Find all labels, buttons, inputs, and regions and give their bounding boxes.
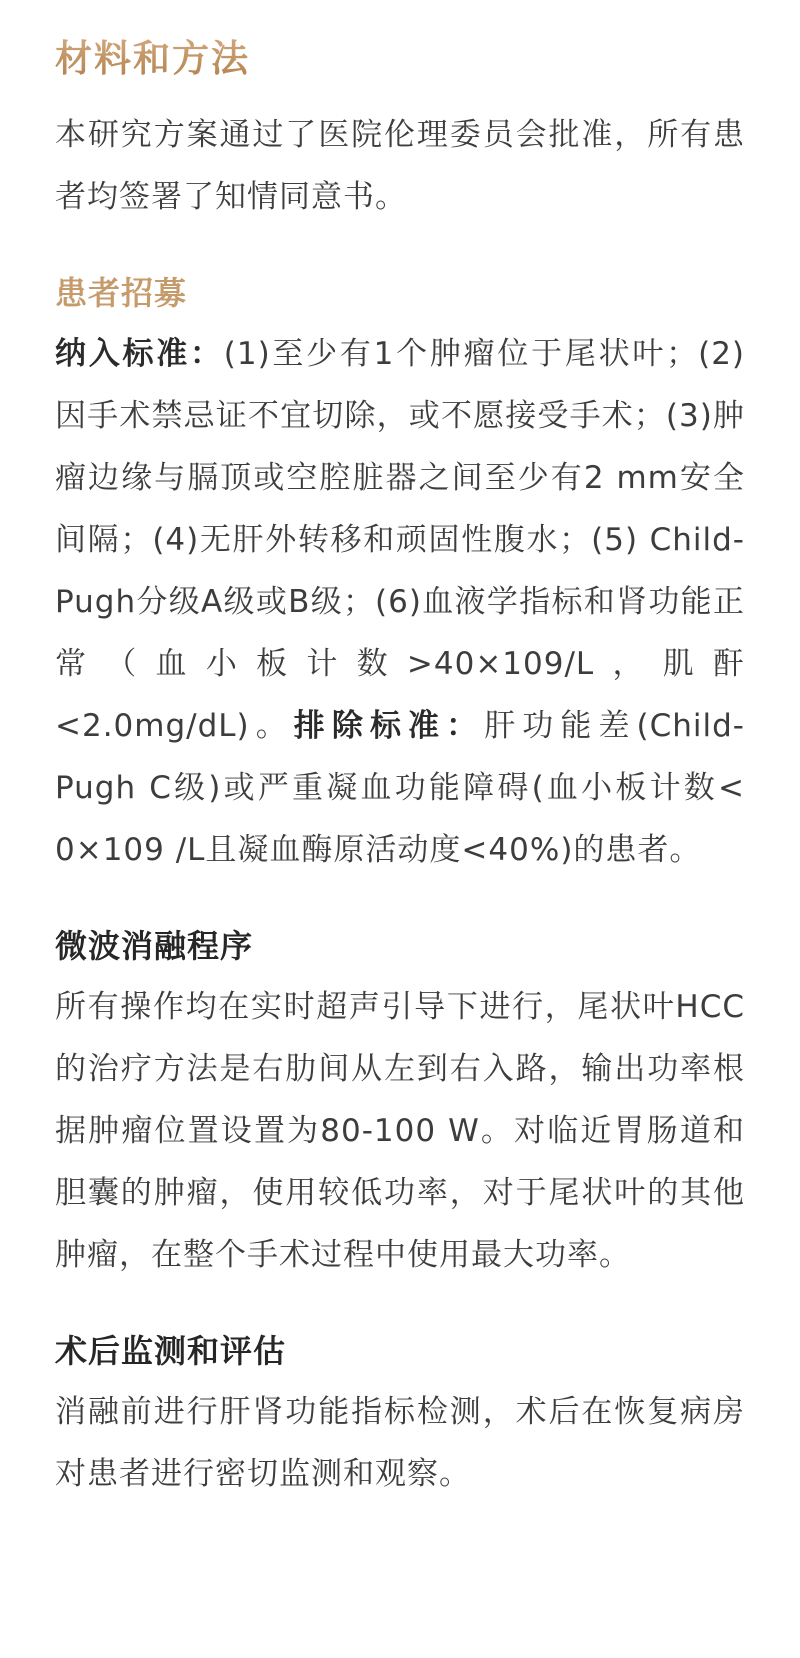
exclusion-criteria-text: 肝功能差(Child-Pugh C级)或严重凝血功能障碍(血小板计数< 0×109 /L且凝血酶原活动度<40%)的患者。 — [55, 708, 745, 868]
inclusion-criteria-label: 纳入标准： — [55, 336, 224, 372]
section-heading-postop-monitoring: 术后监测和评估 — [55, 1332, 287, 1370]
criteria-paragraph — [55, 323, 745, 881]
section-heading-recruitment: 患者招募 — [55, 274, 188, 312]
inclusion-criteria-text: (1)至少有1个肿瘤位于尾状叶；(2)因手术禁忌证不宜切除，或不愿接受手术；(3)肿瘤边缘与膈顶或空腔脏器之间至少有2 mm安全间隔；(4)无肝外转移和顽固性腹水；(5) Child-Pugh分级A级或B级；(6)血液学指标和肾功能正常（血小板计数>40×109/L，肌酐<2.0mg/dL)。 — [55, 336, 746, 744]
ablation-procedure-paragraph: 所有操作均在实时超声引导下进行，尾状叶HCC的治疗方法是右肋间从左到右入路，输出功率根据肿瘤位置设置为80-100 W。对临近胃肠道和胆囊的肿瘤，使用较低功率，对于尾状叶的其他肿瘤，在整个手术过程中使用最大功率。 — [55, 989, 745, 1273]
section-heading-ablation-procedure: 微波消融程序 — [55, 927, 254, 965]
page-title: 材料和方法 — [55, 38, 745, 78]
postop-monitoring-paragraph: 消融前进行肝肾功能指标检测，术后在恢复病房对患者进行密切监测和观察。 — [55, 1394, 745, 1492]
intro-paragraph: 本研究方案通过了医院伦理委员会批准，所有患者均签署了知情同意书。 — [55, 117, 745, 215]
exclusion-criteria-label: 排除标准： — [293, 708, 485, 744]
